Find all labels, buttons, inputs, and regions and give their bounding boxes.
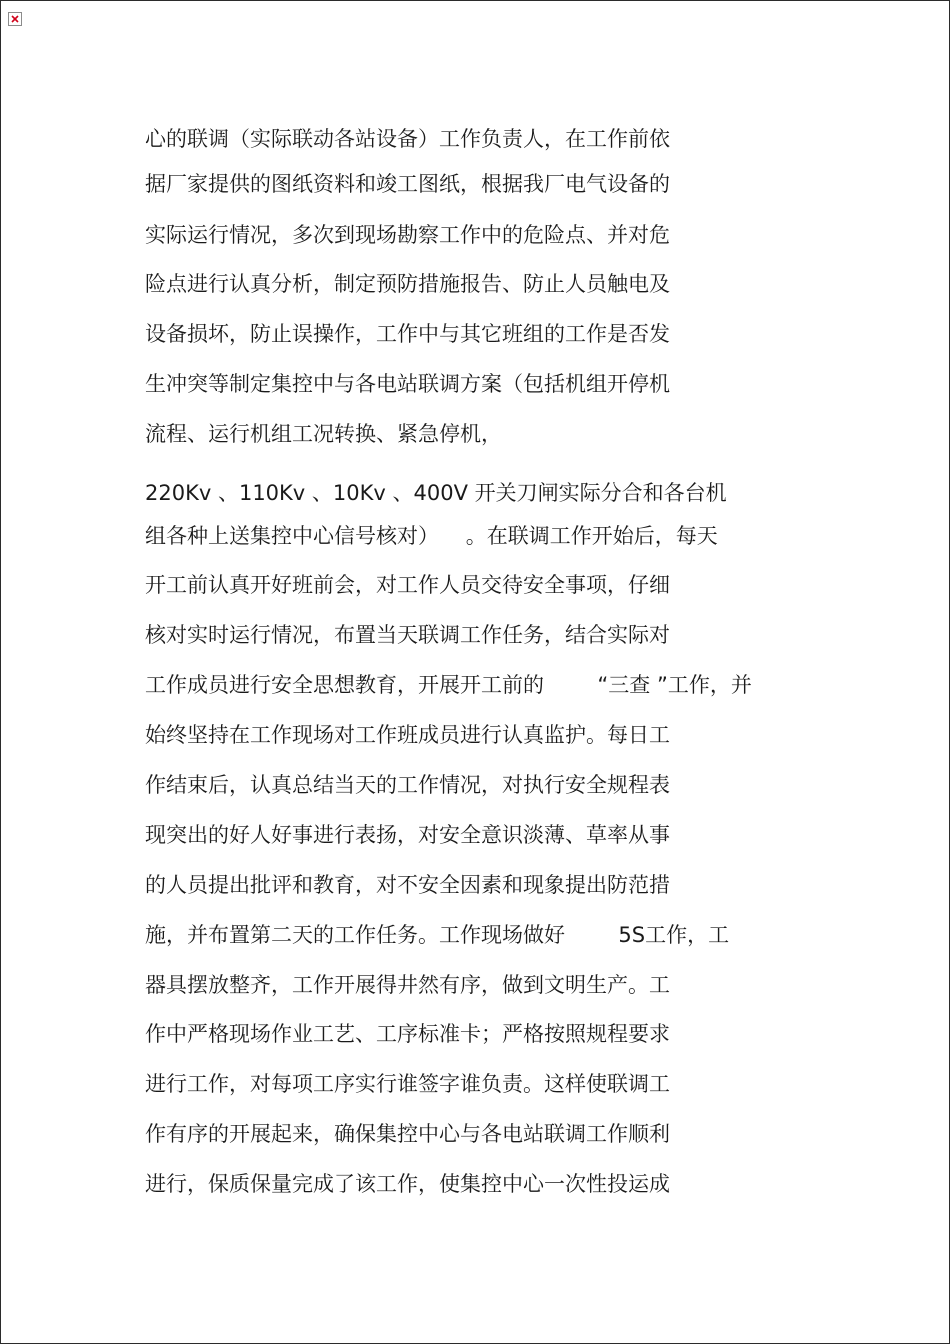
text-line: 险点进行认真分析，制定预防措施报告、防止人员触电及 [145,272,670,296]
text-line: 作有序的开展起来，确保集控中心与各电站联调工作顺利 [145,1122,670,1146]
text-line: 进行，保质保量完成了该工作，使集控中心一次性投运成 [145,1172,670,1196]
text-line: 据厂家提供的图纸资料和竣工图纸，根据我厂电气设备的 [145,172,670,196]
text-line: 的人员提出批评和教育，对不安全因素和现象提出防范措 [145,873,670,897]
text-line: 作结束后，认真总结当天的工作情况，对执行安全规程表 [145,773,670,797]
text-line: 开工前认真开好班前会，对工作人员交待安全事项，仔细 [145,573,670,597]
text-line: 工作成员进行安全思想教育，开展开工前的 “三查 ”工作，并 [145,673,752,697]
text-line: 核对实时运行情况，布置当天联调工作任务，结合实际对 [145,623,670,647]
text-line: 作中严格现场作业工艺、工序标准卡；严格按照规程要求 [145,1022,670,1046]
text-line: 生冲突等制定集控中与各电站联调方案（包括机组开停机 [145,372,670,396]
text-line: 进行工作，对每项工序实行谁签字谁负责。这样使联调工 [145,1072,670,1096]
text-line: 现突出的好人好事进行表扬，对安全意识淡薄、草率从事 [145,823,670,847]
text-line: 设备损坏，防止误操作，工作中与其它班组的工作是否发 [145,322,670,346]
text-line: 实际运行情况，多次到现场勘察工作中的危险点、并对危 [145,223,670,247]
text-line: 流程、运行机组工况转换、紧急停机， [145,422,502,446]
text-line: 施，并布置第二天的工作任务。工作现场做好 5S工作，工 [145,923,730,947]
text-line: 器具摆放整齐，工作开展得井然有序，做到文明生产。工 [145,973,670,997]
text-line: 组各种上送集控中心信号核对） 。在联调工作开始后，每天 [145,524,718,548]
broken-image-icon [8,12,22,26]
text-line: 心的联调（实际联动各站设备）工作负责人，在工作前依 [145,127,670,151]
text-line: 220Kv 、110Kv 、10Kv 、400V 开关刀闸实际分合和各台机 [145,481,727,505]
text-line: 始终坚持在工作现场对工作班成员进行认真监护。每日工 [145,723,670,747]
